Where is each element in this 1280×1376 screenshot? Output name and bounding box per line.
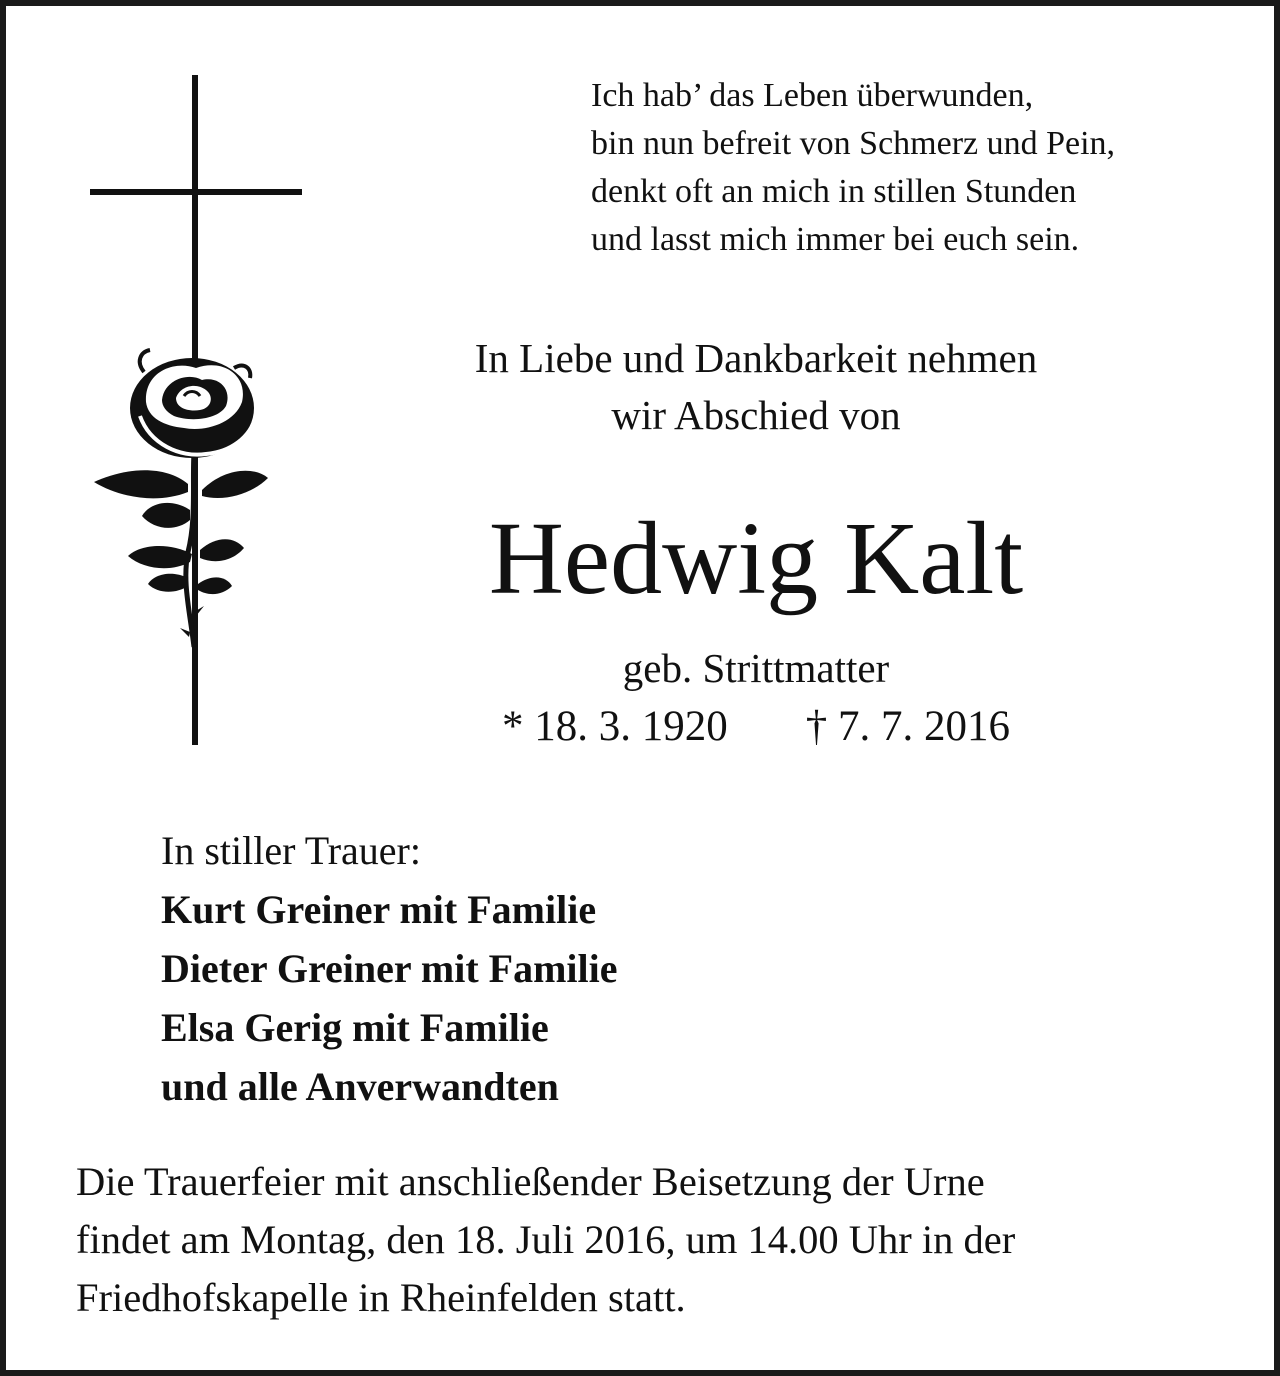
poem [591, 72, 1251, 264]
mourner-entry: Dieter Greiner mit Familie [161, 946, 618, 991]
mourners-list [161, 821, 1061, 1116]
birth-date: * 18. 3. 1920 [502, 703, 728, 750]
ceremony-notice [76, 1153, 1226, 1327]
poem-line: und lasst mich immer bei euch sein. [591, 221, 1080, 258]
poem-line: bin nun befreit von Schmerz und Pein, [591, 125, 1116, 162]
ceremony-line: Friedhofskapelle in Rheinfelden statt. [76, 1275, 686, 1320]
deceased-name: Hedwig Kalt [488, 501, 1024, 616]
mourner-entry: Elsa Gerig mit Familie [161, 1005, 549, 1050]
intro-line: In Liebe und Dankbarkeit nehmen [474, 335, 1038, 381]
mourner-entry: und alle Anverwandten [161, 1064, 559, 1109]
poem-line: Ich hab’ das Leben überwunden, [591, 77, 1034, 114]
death-date: † 7. 7. 2016 [805, 703, 1010, 750]
cross-with-rose-icon [84, 72, 314, 752]
ceremony-line: Die Trauerfeier mit anschließender Beisetzung der Urne [76, 1159, 985, 1204]
ceremony-line: findet am Montag, den 18. Juli 2016, um 14.00 Uhr in der [76, 1217, 1016, 1262]
intro-line: wir Abschied von [611, 392, 901, 438]
life-dates [336, 700, 1176, 754]
mourner-entry: Kurt Greiner mit Familie [161, 887, 597, 932]
maiden-name: geb. Strittmatter [622, 645, 890, 691]
mourners-heading: In stiller Trauer: [161, 828, 421, 873]
farewell-intro [336, 330, 1176, 444]
poem-line: denkt oft an mich in stillen Stunden [591, 173, 1077, 210]
